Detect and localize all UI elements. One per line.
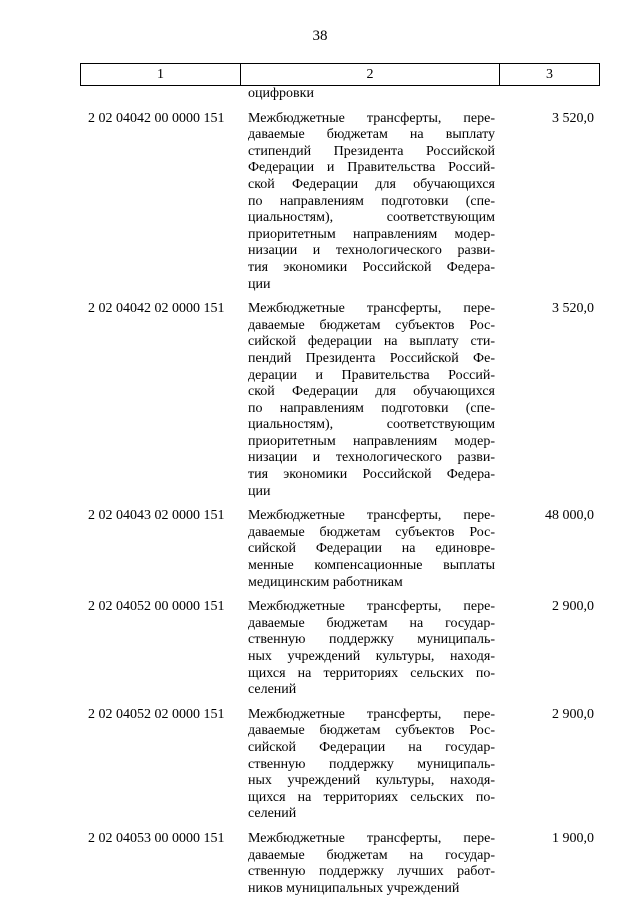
table-header xyxy=(80,63,600,86)
description-line: ных учреждений культуры, находя- xyxy=(248,649,495,664)
description-line: ской Федерации для обучающихся xyxy=(248,176,495,192)
row-description xyxy=(240,111,499,294)
table-row xyxy=(80,707,600,823)
description-line: ственную поддержку лучших работ- xyxy=(248,864,495,880)
description-line: Межбюджетные трансферты, пере- xyxy=(248,599,495,615)
description-line: медицинским работникам xyxy=(248,574,403,590)
description-line: Межбюджетные трансферты, пере- xyxy=(248,706,495,722)
table-row xyxy=(80,508,600,591)
description-line: сийской Федерации на единовре- xyxy=(248,541,495,557)
description-line: циальностям), соответствующим xyxy=(248,417,495,433)
description-line: даваемые бюджетам на выплату xyxy=(248,127,495,143)
description-line: сийской Федерации на государ- xyxy=(248,739,495,755)
description-line: пендий Президента Российской Фе- xyxy=(248,350,495,366)
description-line: даваемые бюджетам на государ- xyxy=(248,615,495,631)
description-line: стипендий Президента Российской xyxy=(248,143,495,159)
description-line: приоритетным направлениям модер- xyxy=(248,226,495,242)
row-amount: 48 000,0 xyxy=(545,508,594,524)
header-col-1: 1 xyxy=(81,64,241,85)
description-line: даваемые бюджетам субъектов Рос- xyxy=(248,723,495,739)
description-line: низации и технологического разви- xyxy=(248,450,495,466)
continuation-row xyxy=(80,86,600,103)
description-line: селений xyxy=(248,806,297,822)
table-row xyxy=(80,599,600,699)
table-body xyxy=(80,86,600,897)
table-row xyxy=(80,111,600,294)
description-line: Федерации и Правительства Россий- xyxy=(248,160,495,176)
row-description xyxy=(240,301,499,500)
description-line: по направлениям подготовки (спе- xyxy=(248,400,495,416)
description-line: ственную поддержку муниципаль- xyxy=(248,756,495,772)
description-line: тия экономики Российской Федера- xyxy=(248,467,495,483)
header-col-3: 3 xyxy=(546,66,553,82)
table-row xyxy=(80,301,600,500)
row-description xyxy=(240,831,499,897)
description-line: дерации и Правительства Россий- xyxy=(248,367,495,383)
description-line: менные компенсационные выплаты xyxy=(248,558,495,574)
description-line: селений xyxy=(248,682,297,698)
description-line: низации и технологического разви- xyxy=(248,243,495,259)
description-line: Межбюджетные трансферты, пере- xyxy=(248,830,495,846)
row-code: 2 02 04052 00 0000 151 xyxy=(88,599,225,615)
description-line: ции xyxy=(248,276,271,292)
description-line: ции xyxy=(248,483,271,499)
description-line: ников муниципальных учреждений xyxy=(248,880,460,896)
description-line: Межбюджетные трансферты, пере- xyxy=(248,508,495,524)
row-description xyxy=(240,707,499,823)
row-code: 2 02 04042 00 0000 151 xyxy=(88,110,225,126)
description-line: по направлениям подготовки (спе- xyxy=(248,193,495,209)
description-line: ственную поддержку муниципаль- xyxy=(248,632,495,648)
page-number: 38 xyxy=(312,28,328,44)
description-line: сийской федерации на выплату сти- xyxy=(248,334,495,350)
description-line: даваемые бюджетам на государ- xyxy=(248,847,495,863)
row-amount xyxy=(499,86,600,103)
table-row xyxy=(80,831,600,897)
description-line: ных учреждений культуры, находя- xyxy=(248,773,495,789)
description-line: циальностям), соответствующим xyxy=(248,210,495,226)
description-line: даваемые бюджетам субъектов Рос- xyxy=(248,524,495,540)
row-code: 2 02 04043 02 0000 151 xyxy=(88,508,225,524)
row-description xyxy=(240,508,499,591)
row-amount: 2 900,0 xyxy=(552,599,594,615)
header-col-2: 2 xyxy=(241,64,500,85)
row-amount: 3 520,0 xyxy=(552,110,594,126)
description-line: Межбюджетные трансферты, пере- xyxy=(248,301,495,317)
row-amount: 2 900,0 xyxy=(552,706,594,722)
row-code xyxy=(80,86,240,103)
description-line: щихся на территориях сельских по- xyxy=(248,665,495,681)
row-code: 2 02 04052 02 0000 151 xyxy=(88,706,225,722)
row-description xyxy=(240,86,499,103)
description-line: оцифровки xyxy=(248,86,314,101)
description-line: Межбюджетные трансферты, пере- xyxy=(248,110,495,126)
description-line: приоритетным направлениям модер- xyxy=(248,433,495,449)
description-line: щихся на территориях сельских по- xyxy=(248,789,495,805)
row-code: 2 02 04053 00 0000 151 xyxy=(88,830,225,846)
description-line: даваемые бюджетам субъектов Рос- xyxy=(248,317,495,333)
row-code: 2 02 04042 02 0000 151 xyxy=(88,301,225,317)
row-description xyxy=(240,599,499,699)
description-line: ской Федерации для обучающихся xyxy=(248,384,495,400)
row-amount: 1 900,0 xyxy=(552,830,594,846)
description-line: тия экономики Российской Федера- xyxy=(248,259,495,275)
row-amount: 3 520,0 xyxy=(552,301,594,317)
